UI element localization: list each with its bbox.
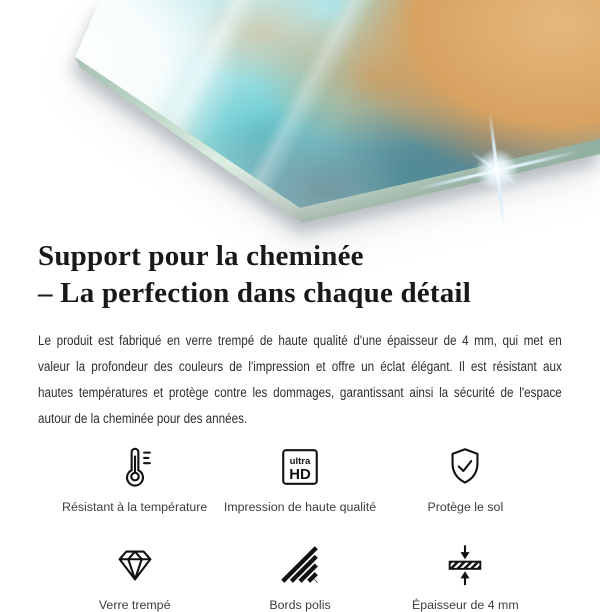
thickness-4mm-icon xyxy=(442,538,488,588)
feature-label: Impression de haute qualité xyxy=(224,500,376,514)
feature-label: Verre trempé xyxy=(99,598,171,612)
glass-panel xyxy=(0,0,600,233)
feature-label: Bords polis xyxy=(269,598,330,612)
glass-artwork xyxy=(0,0,600,233)
content-area xyxy=(0,238,600,612)
feature-floor-protection xyxy=(383,440,548,514)
shield-check-icon xyxy=(442,440,488,490)
diamond-icon xyxy=(112,538,158,588)
description-line: hautes températures et protège contre les dommages, garantissant ainsi la sécurité de l'espace xyxy=(38,380,562,406)
feature-print-quality xyxy=(217,440,382,514)
page-title xyxy=(38,238,562,312)
feature-label: Protège le sol xyxy=(427,500,503,514)
sparkle-glow xyxy=(467,140,527,200)
thermometer-icon xyxy=(112,440,158,490)
feature-label: Résistant à la température xyxy=(62,500,207,514)
feature-temperature xyxy=(52,440,217,514)
svg-text:HD: HD xyxy=(289,467,311,483)
description-line: autour de la cheminée pour des années. xyxy=(38,406,562,432)
description-line: valeur la profondeur des couleurs de l'impression et offre un éclat élégant. Il est résistant aux xyxy=(38,354,562,380)
features-grid xyxy=(38,440,562,612)
feature-tempered-glass xyxy=(52,538,217,612)
feature-label: Épaisseur de 4 mm xyxy=(412,598,519,612)
description-line: Le produit est fabriqué en verre trempé de haute qualité d'une épaisseur de 4 mm, qui met en xyxy=(38,328,562,354)
feature-polished-edges xyxy=(217,538,382,612)
ultra-hd-icon xyxy=(277,440,323,490)
polished-edges-icon xyxy=(277,538,323,588)
page-title-line1: Support pour la cheminée xyxy=(38,238,562,275)
product-description xyxy=(38,328,562,432)
page-title-line2: – La perfection dans chaque détail xyxy=(38,275,562,312)
feature-thickness xyxy=(383,538,548,612)
hero-product-image xyxy=(0,0,600,233)
svg-text:ultra: ultra xyxy=(290,456,311,467)
